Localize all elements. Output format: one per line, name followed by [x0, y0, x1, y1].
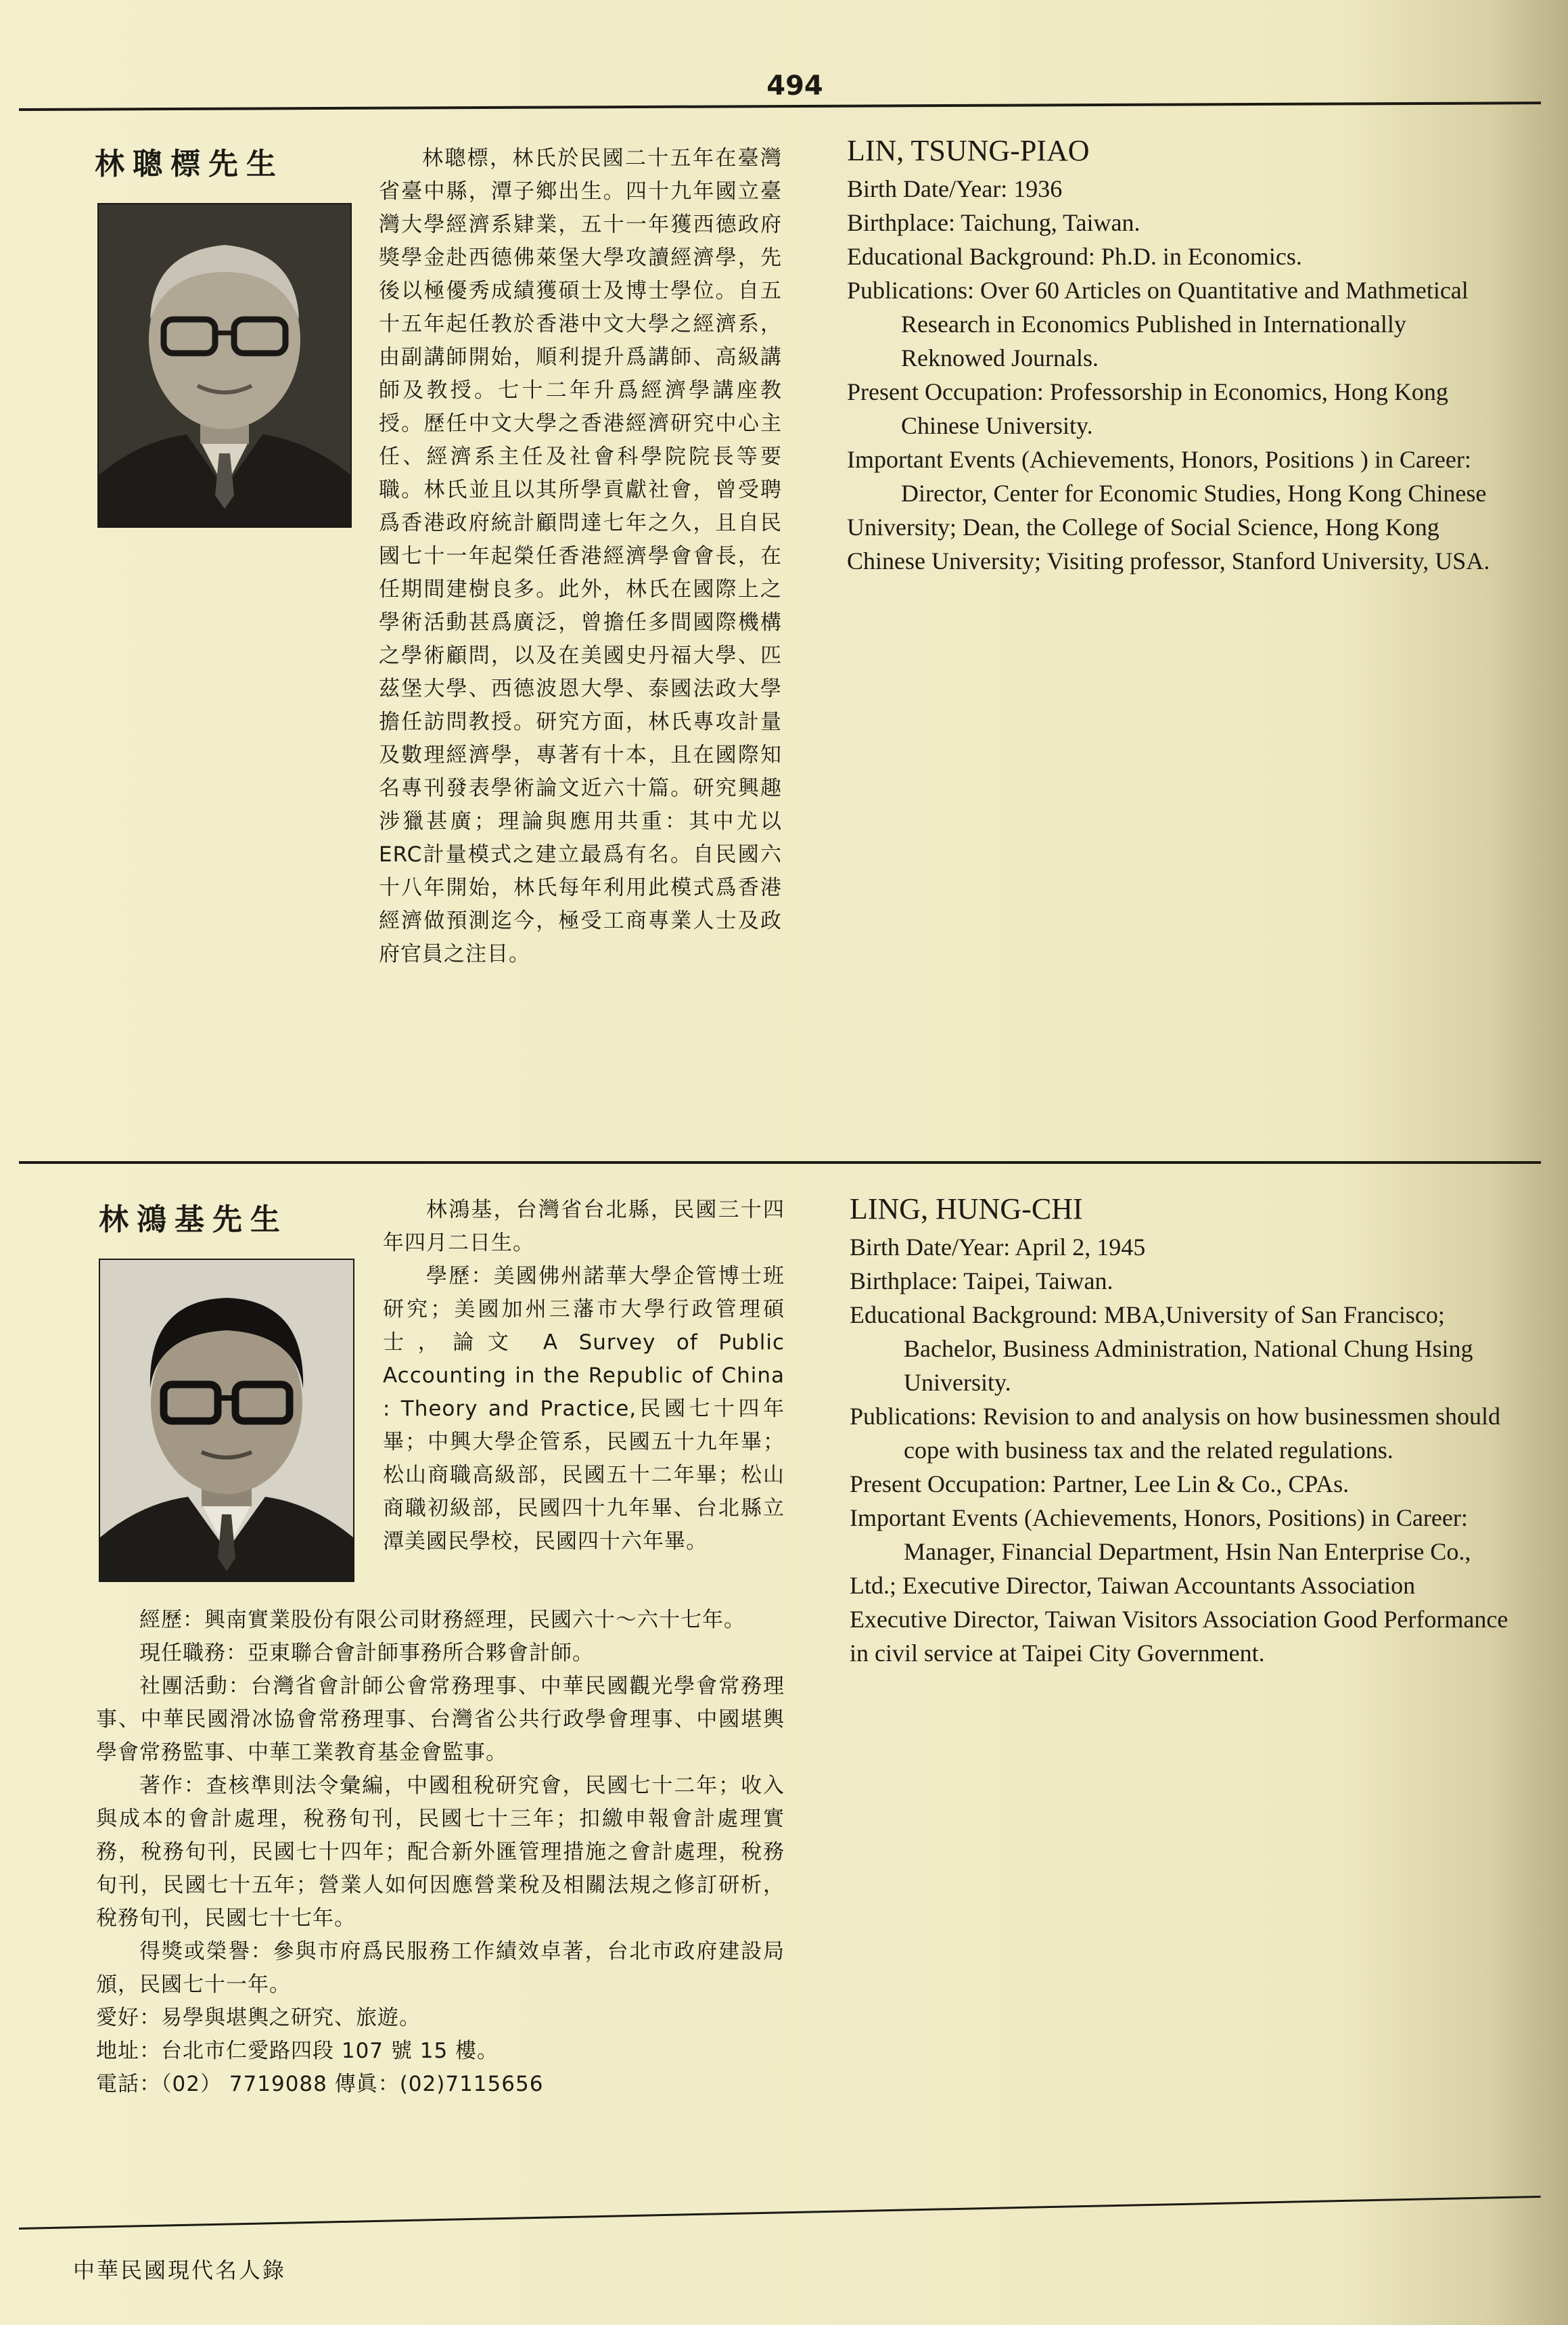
entry2-education: Educational Background: MBA,University of San Francisco; Bachelor, Business Administration, National Chung Hsing University. — [850, 1301, 1473, 1396]
entry2-bio-line-address: 地址：台北市仁愛路四段 107 號 15 樓。 — [96, 2039, 499, 2063]
entry1-education: Educational Background: Ph.D. in Economics. — [847, 243, 1302, 270]
entry1-name-zh: 林聰標先生 — [95, 147, 284, 181]
portrait-photo-icon — [100, 1260, 353, 1581]
entry2-bio-zh-side — [383, 1194, 785, 1558]
entry1-birth-date: Birth Date/Year: 1936 — [847, 175, 1063, 202]
entry2-bio-line-experience: 經歷：興南實業股份有限公司財務經理，民國六十～六十七年。 — [139, 1608, 745, 1632]
entry2-bio-line-birth: 林鴻基，台灣省台北縣，民國三十四年四月二日生。 — [383, 1198, 785, 1255]
middle-rule — [19, 1161, 1541, 1164]
entry1-english-block — [847, 133, 1510, 578]
entry2-portrait-photo — [99, 1259, 354, 1582]
entry2-events: Manager, Financial Department, Hsin Nan Enterprise Co., Ltd.; Executive Director, Taiwan Accountants Association Executive Director, Taiwan Visitors Association Good Performance in civil service at Taipei City Government. — [850, 1538, 1508, 1667]
entry2-bio-line-position: 現任職務：亞東聯合會計師事務所合夥會計師。 — [139, 1641, 594, 1665]
entry1-name-en: LIN, TSUNG-PIAO — [847, 134, 1090, 167]
entry2-birth-date: Birth Date/Year: April 2, 1945 — [850, 1234, 1146, 1261]
entry2-bio-line-hobbies: 愛好：易學與堪輿之研究、旅遊。 — [96, 2006, 421, 2030]
entry1-portrait-photo — [97, 203, 352, 528]
entry2-bio-line-honors: 得獎或榮譽：參與市府爲民服務工作績效卓著，台北市政府建設局頒，民國七十一年。 — [96, 1939, 785, 1997]
entry2-birthplace: Birthplace: Taipei, Taiwan. — [850, 1267, 1113, 1294]
entry2-english-block — [850, 1191, 1513, 1670]
entry2-name-en: LING, HUNG-CHI — [850, 1192, 1083, 1225]
page-number: 494 — [766, 70, 823, 101]
entry2-name-zh: 林鴻基先生 — [99, 1202, 288, 1237]
entry2-publications: Publications: Revision to and analysis on how businessmen should cope with business tax and the related regulations. — [850, 1403, 1500, 1464]
footer-book-title: 中華民國現代名人錄 — [73, 2257, 287, 2283]
entry1-bio-zh-paragraph: 林聰標，林氏於民國二十五年在臺灣省臺中縣，潭子鄉出生。四十九年國立臺灣大學經濟系肄業，五十一年獲西德政府獎學金赴西德佛萊堡大學攻讀經濟學，先後以極優秀成績獲碩士及博士學位。自五十五年起任教於香港中文大學之經濟系，由副講師開始，順利提升爲講師、高級講師及教授。七十二年升爲經濟學講座教授。歷任中文大學之香港經濟研究中心主任、經濟系主任及社會科學院院長等要職。林氏並且以其所學貢獻社會，曾受聘爲香港政府統計顧問達七年之久，且自民國七十一年起榮任香港經濟學會會長，在任期間建樹良多。此外，林氏在國際上之學術活動甚爲廣泛，曾擔任多間國際機構之學術顧問，以及在美國史丹福大學、匹茲堡大學、西德波恩大學、泰國法政大學擔任訪問教授。研究方面，林氏專攻計量及數理經濟學，專著有十本，且在國際知名專刊發表學術論文近六十篇。研究興趣涉獵甚廣；理論與應用共重：其中尤以ERC計量模式之建立最爲有名。自民國六十八年開始，林氏每年利用此模式爲香港經濟做預測迄今，極受工商專業人士及政府官員之注目。 — [379, 146, 782, 966]
entry2-bio-line-phone: 電話：（02） 7719088 傳眞：(02)7115656 — [96, 2072, 544, 2096]
entry1-events-label: Important Events (Achievements, Honors, Positions ) in Career: — [847, 446, 1471, 473]
entry2-bio-line-works: 著作：查核準則法令彙編，中國租稅研究會，民國七十二年；收入與成本的會計處理，稅務旬刊，民國七十三年；扣繳申報會計處理實務，稅務旬刊，民國七十四年；配合新外匯管理措施之會計處理，稅務旬刊，民國七十五年；營業人如何因應營業稅及相關法規之修訂研析，稅務旬刊，民國七十七年。 — [96, 1774, 785, 1931]
entry2-bio-line-activities: 社團活動：台灣省會計師公會常務理事、中華民國觀光學會常務理事、中華民國滑冰協會常務理事、台灣省公共行政學會理事、中國堪輿學會常務監事、中華工業教育基金會監事。 — [96, 1674, 785, 1765]
entry2-occupation: Present Occupation: Partner, Lee Lin & Co., CPAs. — [850, 1470, 1350, 1497]
entry2-events-label: Important Events (Achievements, Honors, Positions) in Career: — [850, 1504, 1468, 1531]
portrait-photo-icon — [99, 204, 350, 526]
entry1-birthplace: Birthplace: Taichung, Taiwan. — [847, 209, 1140, 236]
entry1-bio-zh-top — [379, 142, 782, 1171]
entry1-publications: Publications: Over 60 Articles on Quantitative and Mathmetical Research in Economics Published in Internationally Reknowed Journals. — [847, 277, 1469, 371]
entry2-bio-line-education: 學歷：美國佛州諾華大學企管博士班研究；美國加州三藩市大學行政管理碩士，論文 A Survey of Public Accounting in the Republic of China : Theory and Practice,民國七十四年畢；中興大學企管系，民國五十九年畢；松山商職高級部，民國五十二年畢；松山商職初級部，民國四十九年畢、台北縣立潭美國民學校，民國四十六年畢。 — [383, 1264, 785, 1554]
entry1-occupation: Present Occupation: Professorship in Economics, Hong Kong Chinese University. — [847, 378, 1448, 439]
entry2-bio-zh-bottom — [96, 1604, 785, 2101]
entry1-events: Director, Center for Economic Studies, Hong Kong Chinese University; Dean, the College of Social Science, Hong Kong Chinese University; Visiting professor, Stanford University, USA. — [847, 480, 1490, 574]
